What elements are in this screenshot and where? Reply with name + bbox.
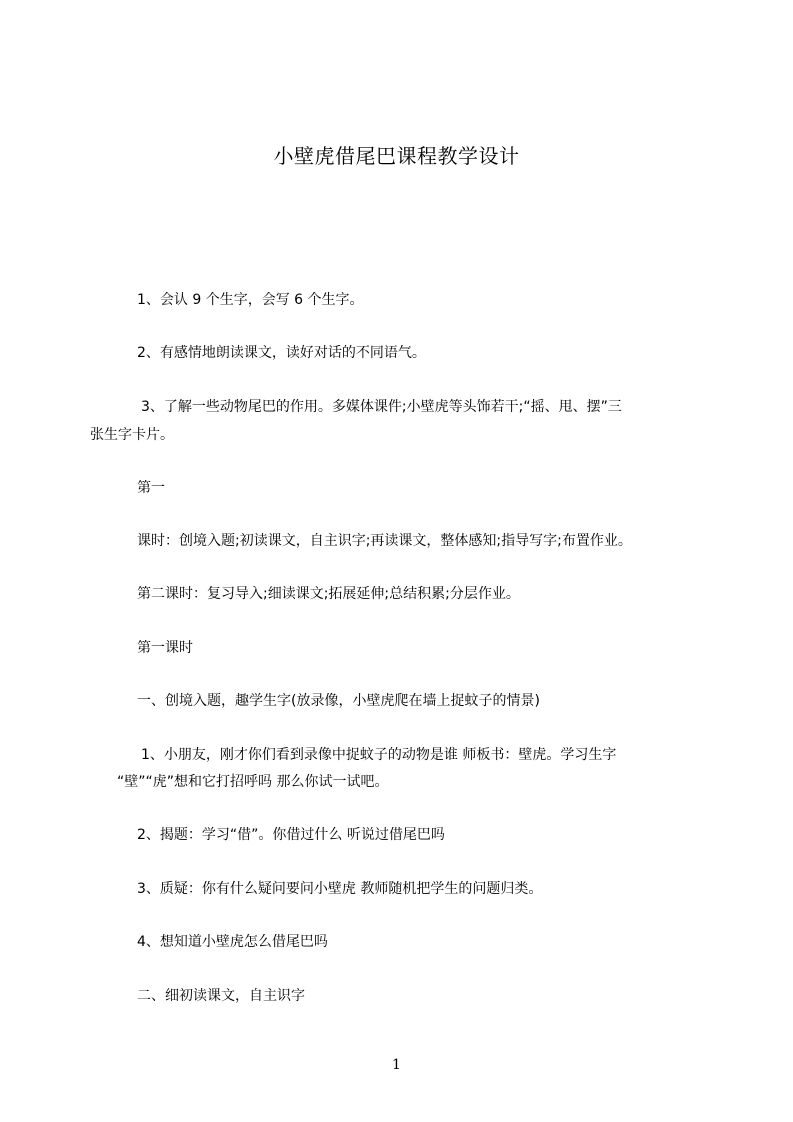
lesson-plan-first: 课时：创境入题;初读课文，自主识字;再读课文，整体感知;指导写字;布置作业。 <box>137 533 632 549</box>
objective-3-line2: 张生字卡片。 <box>90 427 174 443</box>
page-number: 1 <box>392 1057 401 1073</box>
heading-first-lesson: 第一课时 <box>137 640 193 656</box>
objective-2: 2、有感情地朗读课文，读好对话的不同语气。 <box>137 345 426 361</box>
step-2: 2、揭题：学习“借”。你借过什么 听说过借尾巴吗 <box>137 827 445 843</box>
step-3: 3、质疑：你有什么疑问要问小壁虎 教师随机把学生的问题归类。 <box>137 881 543 897</box>
heading-part-one: 一、创境入题，趣学生字(放录像，小壁虎爬在墙上捉蚊子的情景) <box>137 693 540 709</box>
lesson-plan-second: 第二课时：复习导入;细读课文;拓展延伸;总结积累;分层作业。 <box>137 586 520 602</box>
step-1-line2: “壁”“虎”想和它打招呼吗 那么你试一试吧。 <box>117 774 389 790</box>
objective-3-line1: 3、了解一些动物尾巴的作用。多媒体课件;小壁虎等头饰若干;“摇、甩、摆”三 <box>141 399 622 415</box>
step-1-line1: 1、小朋友，刚才你们看到录像中捉蚊子的动物是谁 师板书：壁虎。学习生字 <box>141 747 617 763</box>
step-4: 4、想知道小壁虎怎么借尾巴吗 <box>137 934 328 950</box>
section-label-first: 第一 <box>137 480 165 496</box>
objective-1: 1、会认 9 个生字，会写 6 个生字。 <box>137 292 364 308</box>
document-title: 小壁虎借尾巴课程教学设计 <box>273 144 520 168</box>
heading-part-two: 二、细初读课文，自主识字 <box>137 988 305 1004</box>
